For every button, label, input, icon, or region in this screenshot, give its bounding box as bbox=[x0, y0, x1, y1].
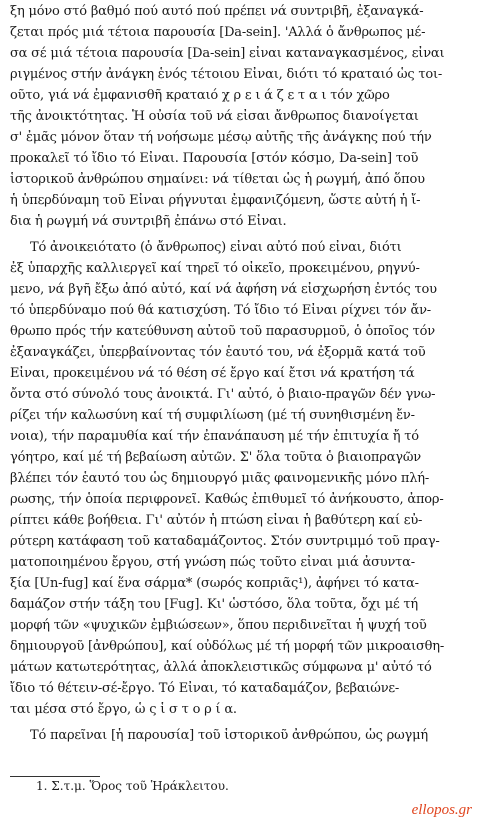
text-line: δαμάζον στήν τάξη του [Fug]. Κι' ὡστόσο, ὅλα τοῦτα, ὄχι μέ τή bbox=[10, 597, 418, 612]
text-line: μενο, νά βγῆ ἔξω ἀπό αὐτό, καί νά ἀφήση νά εἰσχωρήση ἐντός του bbox=[10, 282, 437, 297]
text-line: Τό παρεῖναι [ἡ παρουσία] τοῦ ἱστορικοῦ ἀνθρώπου, ὡς ρωγμή bbox=[30, 728, 428, 743]
site-watermark[interactable]: ellopos.gr bbox=[411, 802, 472, 818]
text-line: ρωσης, τήν ὁποία περιφρονεῖ. Καθώς ἐπιθυμεῖ τό ἀνήκουστο, ἀπορ- bbox=[10, 492, 444, 507]
footnote: 1. Σ.τ.μ. Ὅρος τοῦ Ἡράκλειτου. bbox=[36, 779, 229, 793]
text-line: νοια), τήν παραμυθία καί τήν ἐπανάπαυση μέ τήν ἐπιτυχία ἤ τό bbox=[10, 429, 419, 444]
text-line: μορφή τῶν «ψυχικῶν ἐμβιώσεων», ὅπου περιδινεῖται ἡ ψυχή τοῦ bbox=[10, 618, 427, 633]
text-line: ἴδιο τό θέτειν-σέ-ἔργο. Τό Εἶναι, τό καταδαμάζον, βεβαιώνε- bbox=[10, 681, 400, 696]
text-line: Εἶναι, προκειμένου νά τό θέση σέ ἔργο καί ἔτσι νά κρατήση τά bbox=[10, 366, 415, 381]
text-line: ζεται πρός μιά τέτοια παρουσία [Da-sein]. 'Αλλά ὁ ἄνθρωπος μέ- bbox=[10, 25, 426, 40]
text-line: ρύτερη κατάφαση τοῦ καταδαμάζοντος. Στόν συντριμμό τοῦ πραγ- bbox=[10, 534, 440, 549]
text-line: ματοποιημένου ἔργου, στή γνώση πώς τοῦτο εἶναι μιά ἀσυντα- bbox=[10, 555, 415, 570]
text-line: ἐξ ὑπαρχῆς καλλιεργεῖ καί τηρεῖ τό οἰκεῖο, προκειμένου, ρηγνύ- bbox=[10, 261, 420, 276]
text-line: ρίζει τήν καλωσύνη καί τή συμφιλίωση (μέ τή συνηθισμένη ἔν- bbox=[10, 408, 415, 423]
text-line: δια ἡ ρωγμή νά συντριβῆ ἐπάνω στό Εἶναι. bbox=[10, 214, 287, 229]
text-line: ρίπτει κάθε βοήθεια. Γι' αὐτόν ἡ πτώση εἶναι ἡ βαθύτερη καί εὐ- bbox=[10, 513, 423, 528]
text-line: ἡ ὑπερδύναμη τοῦ Εἶναι ρήγνυται ἐμφανιζόμενη, ὥστε αὐτή ἡ ἴ- bbox=[10, 193, 421, 208]
text-line: ἐξαναγκάζει, ὑπερβαίνοντας τόν ἑαυτό του, νά ἐξορμᾶ κατά τοῦ bbox=[10, 345, 426, 360]
text-line: ὄντα στό σύνολό τους ἀνοικτά. Γι' αὐτό, ὁ βιαιο-πραγῶν δέν γνω- bbox=[10, 387, 436, 402]
text-line: σ' ἐμᾶς μόνον ὅταν τή νοήσωμε μέσῳ αὐτῆς τῆς ἀνάγκης πού τήν bbox=[10, 130, 432, 145]
text-line: ἱστορικοῦ ἀνθρώπου σημαίνει: νά τίθεται ὡς ἡ ρωγμή, ἀπό ὅπου bbox=[10, 172, 425, 187]
text-line: ται μέσα στό ἔργο, ὡ ς ἱ σ τ ο ρ ί α. bbox=[10, 702, 237, 717]
text-line: σα σέ μιά τέτοια παρουσία [Da-sein] εἶναι καταναγκασμένος, εἶναι bbox=[10, 46, 445, 61]
text-line: μάτων κατωτερότητας, ἀλλά ἀποκλειστικῶς σύμφωνα μ' αὐτό τό bbox=[10, 660, 432, 675]
text-line: προκαλεῖ τό ἴδιο τό Εἶναι. Παρουσία [στόν κόσμο, Da-sein] τοῦ bbox=[10, 151, 419, 166]
text-line: ξη μόνο στό βαθμό πού αυτό πού πρέπει νά συντριβῆ, ἐξαναγκά- bbox=[10, 4, 424, 19]
text-line: δημιουργοῦ [ἀνθρώπου], καί οὐδόλως μέ τή μορφή τῶν μικροαισθη- bbox=[10, 639, 445, 654]
text-line: ριγμένος στήν ἀνάγκη ἑνός τέτοιου Εἶναι, διότι τό κραταιό ὡς τοι- bbox=[10, 67, 443, 82]
footnote-divider bbox=[10, 776, 100, 777]
text-line: τό ὑπερδύναμο πού θά κατισχύση. Τό ἴδιο τό Εἶναι ρίχνει τόν ἄν- bbox=[10, 303, 431, 318]
text-line: γόητρο, καί μέ τή βεβαίωση αὐτῶν. Σ' ὅλα τοῦτα ὁ βιαιοπραγῶν bbox=[10, 450, 421, 465]
text-line: θρωπο πρός τήν κατεύθυνση αὐτοῦ τοῦ παρασυρμοῦ, ὁ ὁποῖος τόν bbox=[10, 324, 435, 339]
text-line: ξία [Un-fug] καί ἕνα σάρμα* (σωρός κοπριᾶς¹), ἀφήνει τό κατα- bbox=[10, 576, 419, 591]
text-line: Τό ἀνοικειότατο (ὁ ἄνθρωπος) εἶναι αὐτό πού εἶναι, διότι bbox=[30, 240, 402, 255]
text-line: οῦτο, γιά νά ἐμφανισθῆ κραταιό χ ρ ε ι ά ζ ε τ α ι τόν χῶρο bbox=[10, 88, 390, 103]
text-line: βλέπει τόν ἑαυτό του ὡς δημιουργό μιᾶς φαινομενικῆς μόνο πλή- bbox=[10, 471, 430, 486]
text-line: τῆς ἀνοικτότητας. Ἡ οὐσία τοῦ νά εἶσαι ἄνθρωπος διανοίγεται bbox=[10, 109, 419, 124]
